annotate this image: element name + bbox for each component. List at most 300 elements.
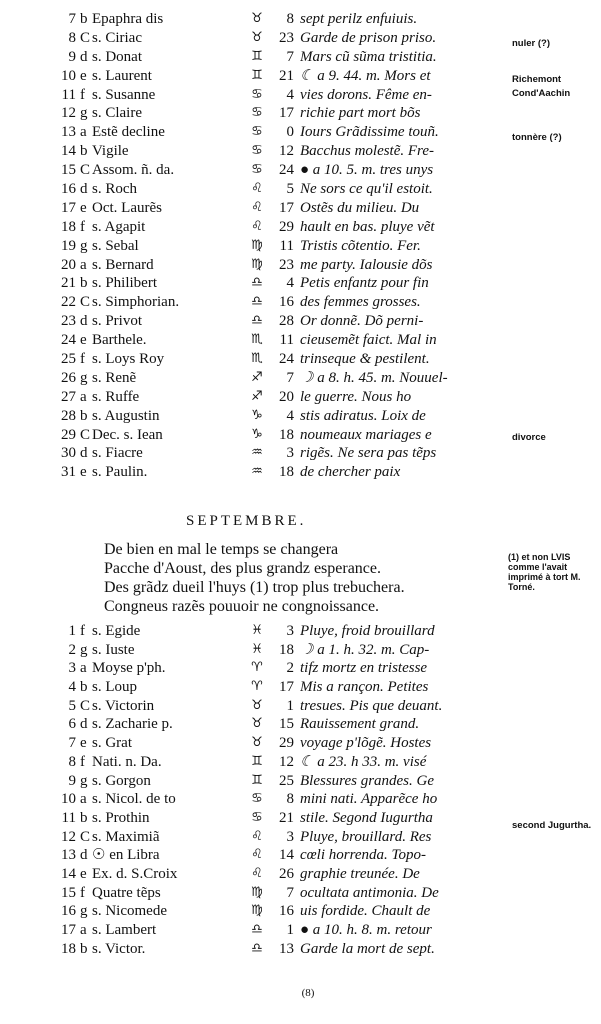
zodiac-sign: ♉ bbox=[251, 11, 263, 26]
prophecy-text: cœli horrenda. Topo- bbox=[300, 847, 426, 864]
prophecy-text: Blessures grandes. Ge bbox=[300, 772, 435, 789]
prophecy-text: tresues. Pis que deuant. bbox=[300, 697, 443, 714]
saint-name: Dec. s. Iean bbox=[92, 426, 163, 443]
prophecy-text: Petis enfantz pour fin bbox=[300, 275, 429, 292]
saint-name: s. Agapit bbox=[92, 218, 146, 235]
calendar-row bbox=[58, 697, 498, 716]
day-number: 25 bbox=[61, 351, 76, 368]
day-number: 17 bbox=[61, 922, 76, 938]
saint-name: Oct. Laurẽs bbox=[92, 199, 162, 216]
calendar-row bbox=[58, 865, 498, 884]
calendar-row bbox=[58, 884, 498, 903]
degree: 12 bbox=[279, 753, 294, 770]
degree: 8 bbox=[286, 791, 294, 808]
calendar-row bbox=[58, 123, 498, 142]
day-number: 8 bbox=[68, 29, 76, 46]
zodiac-sign: ♋ bbox=[251, 143, 263, 159]
calendar-row bbox=[58, 48, 498, 67]
day-number: 4 bbox=[68, 679, 76, 696]
dominical-letter: g bbox=[80, 641, 88, 658]
prophecy-text: uis fordide. Chault de bbox=[300, 903, 431, 920]
calendar-row bbox=[58, 828, 498, 847]
zodiac-sign: ♍ bbox=[251, 903, 263, 919]
zodiac-sign: ♊ bbox=[251, 772, 263, 788]
dominical-letter: C bbox=[80, 697, 91, 714]
day-number: 11 bbox=[61, 809, 76, 826]
dominical-letter: e bbox=[80, 332, 87, 349]
day-number: 16 bbox=[61, 181, 76, 198]
dominical-letter: e bbox=[80, 865, 87, 882]
saint-name: s. Laurent bbox=[92, 67, 152, 84]
dominical-letter: C bbox=[80, 162, 91, 179]
saint-name: s. Renẽ bbox=[92, 369, 137, 386]
prophecy-text: Garde la mort de sept. bbox=[300, 940, 435, 957]
dominical-letter: b bbox=[80, 809, 88, 826]
saint-name: s. Sebal bbox=[92, 237, 139, 254]
zodiac-sign: ♎ bbox=[251, 294, 263, 310]
saint-name: Nati. n. Da. bbox=[92, 753, 162, 770]
day-number: 26 bbox=[61, 369, 76, 386]
prophecy-text: Mars cũ sũma tristitia. bbox=[300, 48, 437, 65]
zodiac-sign: ♏ bbox=[251, 351, 263, 367]
dominical-letter: e bbox=[80, 735, 87, 752]
calendar-row bbox=[58, 902, 498, 921]
september-calendar bbox=[58, 622, 498, 958]
prophecy-text: Bacchus molestẽ. Fre- bbox=[300, 143, 434, 160]
zodiac-sign: ♑ bbox=[251, 426, 263, 442]
saint-name: s. Claire bbox=[92, 105, 142, 122]
degree: 23 bbox=[279, 256, 294, 273]
degree: 25 bbox=[279, 772, 294, 789]
degree: 17 bbox=[279, 679, 294, 696]
margin-note: divorce bbox=[512, 432, 546, 443]
calendar-row bbox=[58, 218, 498, 237]
prophecy-text: Iours Grãdissime touñ. bbox=[300, 124, 439, 141]
zodiac-sign: ♎ bbox=[251, 922, 263, 937]
zodiac-sign: ♎ bbox=[251, 313, 263, 329]
day-number: 10 bbox=[61, 791, 76, 808]
dominical-letter: f bbox=[80, 86, 85, 103]
calendar-row bbox=[58, 350, 498, 369]
calendar-row bbox=[58, 10, 498, 29]
saint-name: s. Roch bbox=[92, 181, 137, 198]
calendar-row bbox=[58, 790, 498, 809]
prophecy-text: ☽ a 8. h. 45. m. Nouuel- bbox=[300, 369, 448, 386]
zodiac-sign: ♏ bbox=[251, 332, 263, 348]
zodiac-sign: ♓ bbox=[251, 641, 263, 657]
prophecy-text: me party. Ialousie dõs bbox=[300, 256, 433, 273]
day-number: 5 bbox=[68, 697, 76, 714]
dominical-letter: a bbox=[80, 388, 87, 405]
zodiac-sign: ♉ bbox=[251, 735, 263, 751]
prophecy-text: ● a 10. h. 8. m. retour bbox=[300, 922, 432, 938]
degree: 16 bbox=[279, 903, 294, 920]
degree: 14 bbox=[279, 847, 294, 864]
zodiac-sign: ♈ bbox=[251, 660, 263, 676]
quatrain-line: Pacche d'Aoust, des plus grandz esperance. bbox=[104, 560, 382, 577]
calendar-row bbox=[58, 256, 498, 275]
calendar-row bbox=[58, 29, 498, 48]
degree: 12 bbox=[279, 143, 294, 160]
saint-name: s. Grat bbox=[92, 735, 132, 752]
prophecy-text: ocultata antimonia. De bbox=[300, 884, 439, 901]
dominical-letter: d bbox=[80, 313, 88, 330]
calendar-row bbox=[58, 237, 498, 256]
prophecy-text: stile. Segond Iugurtha bbox=[300, 809, 433, 826]
calendar-row bbox=[58, 846, 498, 865]
day-number: 20 bbox=[61, 256, 76, 273]
dominical-letter: f bbox=[80, 753, 85, 770]
calendar-row bbox=[58, 67, 498, 86]
calendar-row bbox=[58, 753, 498, 772]
day-number: 6 bbox=[68, 716, 76, 733]
prophecy-text: Tristis cõtentio. Fer. bbox=[300, 237, 421, 254]
saint-name: s. Privot bbox=[92, 313, 143, 330]
prophecy-text: Garde de prison priso. bbox=[300, 29, 437, 46]
degree: 1 bbox=[286, 922, 294, 938]
prophecy-text: Rauissement grand. bbox=[300, 716, 420, 733]
dominical-letter: g bbox=[80, 369, 88, 386]
degree: 18 bbox=[279, 464, 294, 481]
zodiac-sign: ♉ bbox=[251, 716, 263, 732]
degree: 2 bbox=[286, 660, 294, 677]
saint-name: Quatre tẽps bbox=[92, 884, 161, 901]
saint-name: s. Zacharie p. bbox=[92, 716, 173, 733]
saint-name: s. Loup bbox=[92, 679, 137, 696]
calendar-row bbox=[58, 407, 498, 426]
prophecy-text: le guerre. Nous ho bbox=[300, 388, 412, 405]
august-calendar bbox=[58, 10, 498, 482]
calendar-row bbox=[58, 274, 498, 293]
degree: 18 bbox=[279, 426, 294, 443]
dominical-letter: a bbox=[80, 922, 87, 938]
month-title: SEPTEMBRE. bbox=[186, 513, 307, 529]
saint-name: s. Prothin bbox=[92, 809, 150, 826]
dominical-letter: f bbox=[80, 884, 85, 901]
zodiac-sign: ♎ bbox=[251, 940, 263, 956]
zodiac-sign: ♋ bbox=[251, 162, 263, 178]
calendar-row bbox=[58, 678, 498, 697]
calendar-row bbox=[58, 463, 498, 482]
dominical-letter: a bbox=[80, 791, 87, 808]
saint-name: s. Maximiã bbox=[92, 828, 160, 845]
day-number: 3 bbox=[68, 660, 76, 677]
saint-name: Estẽ decline bbox=[92, 124, 165, 141]
calendar-row bbox=[58, 809, 498, 828]
dominical-letter: g bbox=[80, 772, 88, 789]
calendar-row bbox=[58, 734, 498, 753]
saint-name: s. Paulin. bbox=[92, 464, 148, 481]
saint-name: s. Donat bbox=[92, 48, 142, 65]
calendar-row bbox=[58, 142, 498, 161]
zodiac-sign: ♊ bbox=[251, 67, 263, 83]
prophecy-text: graphie treunée. De bbox=[300, 865, 420, 882]
margin-note: Richemont bbox=[512, 74, 562, 85]
prophecy-text: des femmes grosses. bbox=[300, 294, 421, 311]
zodiac-sign: ♌ bbox=[251, 847, 263, 863]
dominical-letter: f bbox=[80, 351, 85, 368]
prophecy-text: tifz mortz en tristesse bbox=[300, 660, 428, 677]
prophecy-text: sept perilz enfuiuis. bbox=[300, 11, 418, 27]
zodiac-sign: ♌ bbox=[251, 218, 263, 234]
day-number: 14 bbox=[61, 143, 76, 160]
saint-name: s. Lambert bbox=[92, 922, 157, 938]
saint-name: Epaphra dis bbox=[92, 11, 164, 27]
dominical-letter: a bbox=[80, 124, 87, 141]
degree: 7 bbox=[286, 884, 294, 901]
day-number: 1 bbox=[68, 623, 76, 639]
degree: 16 bbox=[279, 294, 294, 311]
dominical-letter: b bbox=[80, 940, 88, 957]
degree: 8 bbox=[286, 11, 294, 27]
saint-name: s. Nicol. de to bbox=[92, 791, 176, 808]
day-number: 9 bbox=[68, 772, 76, 789]
degree: 11 bbox=[279, 237, 294, 254]
degree: 15 bbox=[279, 716, 294, 733]
dominical-letter: e bbox=[80, 464, 87, 481]
zodiac-sign: ♍ bbox=[251, 884, 263, 900]
dominical-letter: b bbox=[80, 679, 88, 696]
day-number: 15 bbox=[61, 162, 76, 179]
day-number: 8 bbox=[68, 753, 76, 770]
day-number: 12 bbox=[61, 105, 76, 122]
zodiac-sign: ♌ bbox=[251, 199, 263, 215]
degree: 24 bbox=[279, 162, 294, 179]
zodiac-sign: ♋ bbox=[251, 809, 263, 825]
calendar-row bbox=[58, 444, 498, 463]
zodiac-sign: ♑ bbox=[251, 407, 263, 423]
saint-name: s. Bernard bbox=[92, 256, 154, 273]
dominical-letter: f bbox=[80, 623, 85, 639]
dominical-letter: d bbox=[80, 716, 88, 733]
saint-name: s. Gorgon bbox=[92, 772, 151, 789]
calendar-row bbox=[58, 659, 498, 678]
prophecy-text: Ostẽs du milieu. Du bbox=[300, 199, 420, 216]
zodiac-sign: ♋ bbox=[251, 105, 263, 121]
prophecy-text: mini nati. Apparẽce ho bbox=[300, 791, 438, 808]
calendar-row bbox=[58, 426, 498, 445]
day-number: 10 bbox=[61, 67, 76, 84]
degree: 0 bbox=[286, 124, 294, 141]
calendar-row bbox=[58, 622, 498, 641]
calendar-row bbox=[58, 293, 498, 312]
degree: 17 bbox=[279, 199, 294, 216]
zodiac-sign: ♌ bbox=[251, 181, 263, 197]
degree: 29 bbox=[279, 735, 294, 752]
prophecy-text: Or donnẽ. Dõ perni- bbox=[300, 313, 424, 330]
zodiac-sign: ♋ bbox=[251, 86, 263, 102]
prophecy-text: Mis a rançon. Petites bbox=[300, 679, 429, 696]
zodiac-sign: ♍ bbox=[251, 237, 263, 253]
quatrain bbox=[104, 540, 504, 616]
day-number: 21 bbox=[61, 275, 76, 292]
zodiac-sign: ♒ bbox=[251, 464, 263, 480]
prophecy-text: richie part mort bõs bbox=[300, 105, 421, 122]
saint-name: s. Iuste bbox=[92, 641, 135, 658]
zodiac-sign: ♉ bbox=[251, 697, 263, 713]
saint-name: s. Victor. bbox=[92, 940, 146, 957]
day-number: 30 bbox=[61, 445, 76, 462]
day-number: 13 bbox=[61, 847, 76, 864]
dominical-letter: d bbox=[80, 48, 88, 65]
zodiac-sign: ♉ bbox=[251, 29, 263, 45]
saint-name: ☉ en Libra bbox=[92, 847, 160, 864]
dominical-letter: b bbox=[80, 275, 88, 292]
margin-note: second Jugurtha. bbox=[512, 820, 592, 831]
saint-name: s. Fiacre bbox=[92, 445, 143, 462]
calendar-row bbox=[58, 331, 498, 350]
calendar-row bbox=[58, 180, 498, 199]
day-number: 7 bbox=[68, 11, 76, 27]
degree: 17 bbox=[279, 105, 294, 122]
prophecy-text: ☽ a 1. h. 32. m. Cap- bbox=[300, 641, 430, 658]
saint-name: s. Victorin bbox=[92, 697, 155, 714]
dominical-letter: b bbox=[80, 407, 88, 424]
degree: 4 bbox=[286, 275, 294, 292]
saint-name: s. Egide bbox=[92, 623, 141, 639]
calendar-row bbox=[58, 940, 498, 959]
day-number: 14 bbox=[61, 865, 76, 882]
degree: 7 bbox=[286, 48, 294, 65]
dominical-letter: g bbox=[80, 903, 88, 920]
saint-name: Ex. d. S.Croix bbox=[92, 865, 178, 882]
prophecy-text: ● a 10. 5. m. tres unys bbox=[300, 162, 434, 179]
day-number: 27 bbox=[61, 388, 76, 405]
zodiac-sign: ♎ bbox=[251, 275, 263, 291]
day-number: 31 bbox=[61, 464, 76, 481]
degree: 13 bbox=[279, 940, 294, 957]
zodiac-sign: ♐ bbox=[251, 388, 263, 404]
day-number: 18 bbox=[61, 940, 76, 957]
degree: 3 bbox=[286, 445, 294, 462]
day-number: 28 bbox=[61, 407, 76, 424]
degree: 3 bbox=[286, 623, 294, 639]
zodiac-sign: ♍ bbox=[251, 256, 263, 272]
quatrain-line: Congneus razẽs pouuoir ne congnoissance. bbox=[104, 598, 380, 615]
degree: 7 bbox=[286, 369, 294, 386]
prophecy-text: ☾ a 9. 44. m. Mors et bbox=[300, 67, 431, 84]
zodiac-sign: ♌ bbox=[251, 828, 263, 844]
day-number: 23 bbox=[61, 313, 76, 330]
dominical-letter: e bbox=[80, 199, 87, 216]
day-number: 9 bbox=[68, 48, 76, 65]
dominical-letter: a bbox=[80, 256, 87, 273]
degree: 3 bbox=[286, 828, 294, 845]
degree: 29 bbox=[279, 218, 294, 235]
saint-name: Vigile bbox=[92, 143, 129, 160]
calendar-row bbox=[58, 921, 498, 940]
day-number: 16 bbox=[61, 903, 76, 920]
prophecy-text: Pluye, froid brouillard bbox=[300, 623, 435, 639]
calendar-row bbox=[58, 641, 498, 660]
saint-name: s. Simphorian. bbox=[92, 294, 180, 311]
dominical-letter: g bbox=[80, 105, 88, 122]
prophecy-text: ☾ a 23. h 33. m. visé bbox=[300, 753, 427, 770]
zodiac-sign: ♓ bbox=[251, 623, 263, 638]
day-number: 12 bbox=[61, 828, 76, 845]
calendar-row bbox=[58, 161, 498, 180]
dominical-letter: d bbox=[80, 847, 88, 864]
dominical-letter: C bbox=[80, 426, 91, 443]
day-number: 15 bbox=[61, 884, 76, 901]
zodiac-sign: ♈ bbox=[251, 679, 263, 695]
calendar-row bbox=[58, 86, 498, 105]
dominical-letter: d bbox=[80, 181, 88, 198]
degree: 5 bbox=[286, 181, 294, 198]
degree: 28 bbox=[279, 313, 294, 330]
day-number: 24 bbox=[61, 332, 76, 349]
saint-name: s. Susanne bbox=[92, 86, 156, 103]
day-number: 22 bbox=[61, 294, 76, 311]
prophecy-text: de chercher paix bbox=[300, 464, 401, 481]
zodiac-sign: ♋ bbox=[251, 124, 263, 140]
margin-note: tonnère (?) bbox=[512, 132, 562, 143]
saint-name: s. Nicomede bbox=[92, 903, 167, 920]
day-number: 18 bbox=[61, 218, 76, 235]
degree: 23 bbox=[279, 29, 294, 46]
degree: 4 bbox=[286, 86, 294, 103]
calendar-row bbox=[58, 772, 498, 791]
day-number: 13 bbox=[61, 124, 76, 141]
saint-name: s. Philibert bbox=[92, 275, 158, 292]
dominical-letter: C bbox=[80, 294, 91, 311]
calendar-row bbox=[58, 199, 498, 218]
zodiac-sign: ♌ bbox=[251, 865, 263, 881]
degree: 20 bbox=[279, 388, 294, 405]
zodiac-sign: ♋ bbox=[251, 791, 263, 807]
saint-name: s. Loys Roy bbox=[92, 351, 165, 368]
degree: 21 bbox=[279, 67, 294, 84]
zodiac-sign: ♐ bbox=[251, 369, 263, 385]
zodiac-sign: ♊ bbox=[251, 753, 263, 769]
prophecy-text: noumeaux mariages e bbox=[300, 426, 432, 443]
saint-name: s. Ciriac bbox=[92, 29, 142, 46]
calendar-row bbox=[58, 715, 498, 734]
saint-name: s. Ruffe bbox=[92, 388, 140, 405]
day-number: 17 bbox=[61, 199, 76, 216]
degree: 18 bbox=[279, 641, 294, 658]
degree: 4 bbox=[286, 407, 294, 424]
prophecy-text: cieusemẽt faict. Mal in bbox=[300, 332, 437, 349]
calendar-row bbox=[58, 312, 498, 331]
margin-note: Cond'Aachin bbox=[512, 88, 571, 99]
page-number: (8) bbox=[301, 987, 315, 999]
saint-name: s. Augustin bbox=[92, 407, 160, 424]
day-number: 19 bbox=[61, 237, 76, 254]
zodiac-sign: ♊ bbox=[251, 48, 263, 64]
day-number: 29 bbox=[61, 426, 76, 443]
zodiac-sign: ♒ bbox=[251, 445, 263, 461]
saint-name: Assom. ñ. da. bbox=[92, 162, 175, 179]
dominical-letter: d bbox=[80, 445, 88, 462]
dominical-letter: g bbox=[80, 237, 88, 254]
prophecy-text: vies dorons. Fême en- bbox=[300, 86, 432, 103]
dominical-letter: C bbox=[80, 29, 91, 46]
prophecy-text: Ne sors ce qu'il estoit. bbox=[300, 181, 433, 198]
prophecy-text: voyage p'lõgẽ. Hostes bbox=[300, 735, 432, 752]
quatrain-line: Des grãdz dueil l'huys (1) trop plus trebuchera. bbox=[104, 579, 405, 596]
prophecy-text: hault en bas. pluye vẽt bbox=[300, 218, 435, 235]
degree: 1 bbox=[286, 697, 294, 714]
calendar-row bbox=[58, 369, 498, 388]
calendar-row bbox=[58, 388, 498, 407]
prophecy-text: rigẽs. Ne sera pas tẽps bbox=[300, 445, 437, 462]
degree: 21 bbox=[279, 809, 294, 826]
dominical-letter: C bbox=[80, 828, 91, 845]
day-number: 7 bbox=[68, 735, 76, 752]
saint-name: Barthele. bbox=[92, 332, 147, 349]
prophecy-text: Pluye, brouillard. Res bbox=[300, 828, 432, 845]
